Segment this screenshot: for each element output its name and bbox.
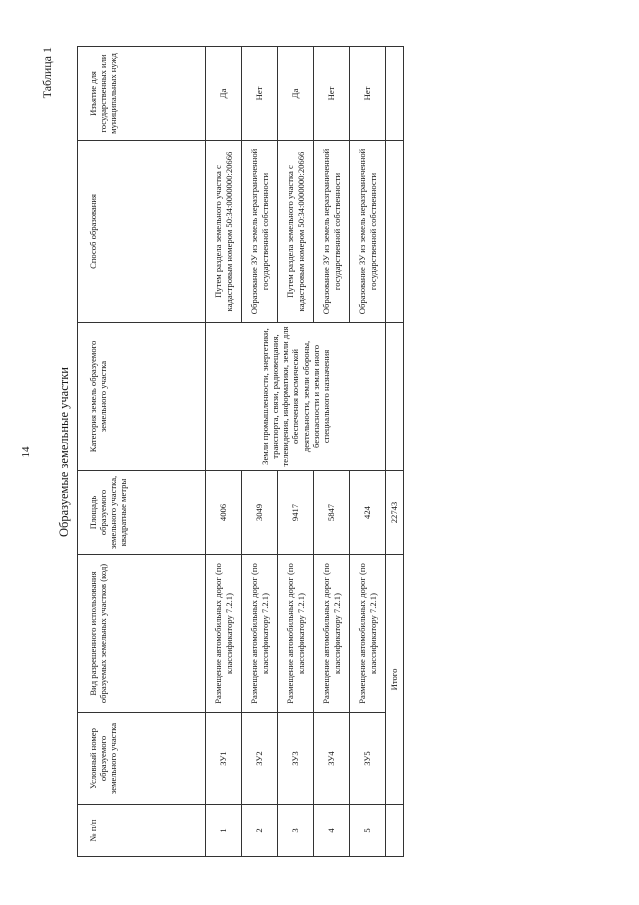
total-area: 22743: [386, 471, 404, 555]
rotated-sheet: [40, 47, 580, 857]
cell-use: Размещение автомобильных дорог (по классификатору 7.2.1): [278, 555, 314, 713]
cell-code: ЗУ5: [350, 713, 386, 805]
cell-empty: [386, 323, 404, 471]
header-num: № п/п: [78, 805, 206, 857]
cell-num: 5: [350, 805, 386, 857]
header-method: Способ образования: [78, 141, 206, 323]
header-use: Вид разрешенного использования образуемых земельных участков (код): [78, 555, 206, 713]
header-code: Условный номер образуемого земельного участка: [78, 713, 206, 805]
cell-area: 9417: [278, 471, 314, 555]
land-plots-table: [77, 46, 404, 857]
page-number: 14: [20, 446, 32, 458]
header-area: Площадь образуемого земельного участка, квадратные метры: [78, 471, 206, 555]
cell-empty: [386, 141, 404, 323]
cell-withdrawal: Нет: [350, 47, 386, 141]
cell-code: ЗУ3: [278, 713, 314, 805]
cell-use: Размещение автомобильных дорог (по классификатору 7.2.1): [314, 555, 350, 713]
header-withdrawal: Изъятие для государственных или муниципальных нужд: [78, 47, 206, 141]
cell-method: Образование ЗУ из земель неразграниченной государственной собственности: [350, 141, 386, 323]
cell-method: Путем раздела земельного участка с кадастровым номером 50:34:0000000:20666: [278, 141, 314, 323]
cell-withdrawal: Да: [206, 47, 242, 141]
cell-method: Образование ЗУ из земель неразграниченной государственной собственности: [242, 141, 278, 323]
table-row: [206, 47, 242, 857]
cell-area: 5847: [314, 471, 350, 555]
cell-withdrawal: Нет: [242, 47, 278, 141]
cell-code: ЗУ4: [314, 713, 350, 805]
landscape-content: [40, 47, 580, 857]
header-category: Категория земель образуемого земельного участка: [78, 323, 206, 471]
cell-withdrawal: Да: [278, 47, 314, 141]
cell-category: Земли промышленности, энергетики, транспорта, связи, радиовещания, телевидения, информатики, земли для обеспечения космической деятельности, земли обороны, безопасности и земли иного специального назначения: [206, 323, 386, 471]
cell-code: ЗУ1: [206, 713, 242, 805]
cell-area: 4006: [206, 471, 242, 555]
cell-empty: [386, 805, 404, 857]
cell-num: 4: [314, 805, 350, 857]
cell-method: Образование ЗУ из земель неразграниченной государственной собственности: [314, 141, 350, 323]
cell-num: 3: [278, 805, 314, 857]
cell-empty: [386, 47, 404, 141]
cell-area: 424: [350, 471, 386, 555]
cell-method: Путем раздела земельного участка с кадастровым номером 50:34:0000000:20666: [206, 141, 242, 323]
table-caption: Образуемые земельные участки: [57, 367, 71, 537]
total-row: [386, 47, 404, 857]
table-title: Таблица 1: [40, 47, 54, 99]
cell-use: Размещение автомобильных дорог (по классификатору 7.2.1): [242, 555, 278, 713]
cell-code: ЗУ2: [242, 713, 278, 805]
cell-area: 3049: [242, 471, 278, 555]
cell-use: Размещение автомобильных дорог (по классификатору 7.2.1): [206, 555, 242, 713]
cell-num: 2: [242, 805, 278, 857]
total-label: Итого: [386, 555, 404, 805]
cell-num: 1: [206, 805, 242, 857]
cell-use: Размещение автомобильных дорог (по классификатору 7.2.1): [350, 555, 386, 713]
cell-withdrawal: Нет: [314, 47, 350, 141]
header-row: [78, 47, 206, 857]
